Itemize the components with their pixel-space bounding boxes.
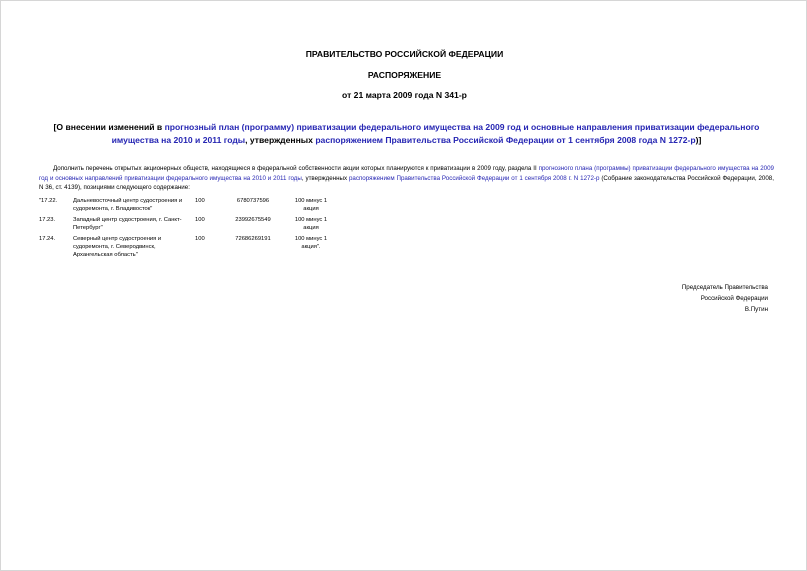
item-quantity: 100 минус 1 акция bbox=[294, 198, 328, 213]
item-code: 72686269191 bbox=[235, 235, 271, 242]
subject-open: [О внесении изменений в bbox=[53, 122, 165, 132]
table-row bbox=[39, 216, 333, 235]
item-name: Дальневосточный центр судостроения и судоремонта, г. Владивосток" bbox=[73, 198, 183, 213]
signature-title-1: Председатель Правительства bbox=[681, 284, 768, 291]
item-share: 100 bbox=[195, 235, 205, 242]
signature-title-2: Российской Федерации bbox=[700, 295, 768, 302]
body-part1: Дополнить перечень открытых акционерных обществ, находящиеся в федеральной собственности акции которых планируются к приватизации в 2009 году, раздела II bbox=[53, 165, 539, 172]
document-subject bbox=[39, 121, 774, 146]
item-code: 6780737596 bbox=[236, 198, 270, 204]
body-paragraph bbox=[39, 164, 774, 193]
privatization-plan-link[interactable]: прогнозный план (программу) приватизации федерального имущества на 2009 год и основные направления приватизации федерального имущества на 2010 и 2011 годы bbox=[111, 122, 760, 145]
item-name: Западный центр судостроения, г. Санкт-Петербург" bbox=[73, 216, 182, 232]
signature-block bbox=[682, 282, 768, 315]
signature-name: В.Путин bbox=[744, 306, 768, 313]
body-order-link[interactable]: распоряжением Правительства Российской Федерации от 1 сентября 2008 г. N 1272-р bbox=[348, 174, 600, 182]
body-plan-link[interactable]: прогнозного плана (программы) приватизации федерального имущества на 2009 год и основных направлений приватизации федерального имущества на 2010 и 2011 годы bbox=[39, 165, 775, 182]
item-number: 17.24. bbox=[39, 235, 56, 242]
item-number: 17.23. bbox=[39, 216, 56, 223]
companies-table bbox=[39, 197, 333, 262]
item-share: 100 bbox=[195, 216, 205, 223]
subject-approved: , утвержденных bbox=[245, 134, 316, 145]
document-date-number: от 21 марта 2009 года N 341-р bbox=[342, 90, 467, 100]
table-row bbox=[39, 235, 333, 262]
government-heading: ПРАВИТЕЛЬСТВО РОССИЙСКОЙ ФЕДЕРАЦИИ bbox=[305, 49, 504, 59]
government-order-link[interactable]: распоряжением Правительства Российской Федерации от 1 сентября 2008 года N 1272-р bbox=[315, 134, 696, 145]
document-type: РАСПОРЯЖЕНИЕ bbox=[367, 70, 442, 80]
body-part3: (Собрание законодательства Российской Федерации, 2008, N 36, ст. 4139), позициями следующего содержание: bbox=[39, 174, 774, 192]
item-number: "17.22. bbox=[39, 198, 58, 204]
subject-close: )] bbox=[695, 134, 702, 145]
table-row bbox=[39, 197, 333, 216]
item-share: 100 bbox=[195, 198, 205, 204]
item-quantity: 100 минус 1 акция". bbox=[294, 235, 328, 251]
item-quantity: 100 минус 1 акция bbox=[294, 216, 328, 232]
body-part2: , утвержденных bbox=[301, 174, 349, 182]
item-code: 23992675549 bbox=[235, 216, 271, 223]
item-name: Северный центр судостроения и судоремонта, г. Северодвинск, Архангельская область" bbox=[73, 235, 162, 259]
